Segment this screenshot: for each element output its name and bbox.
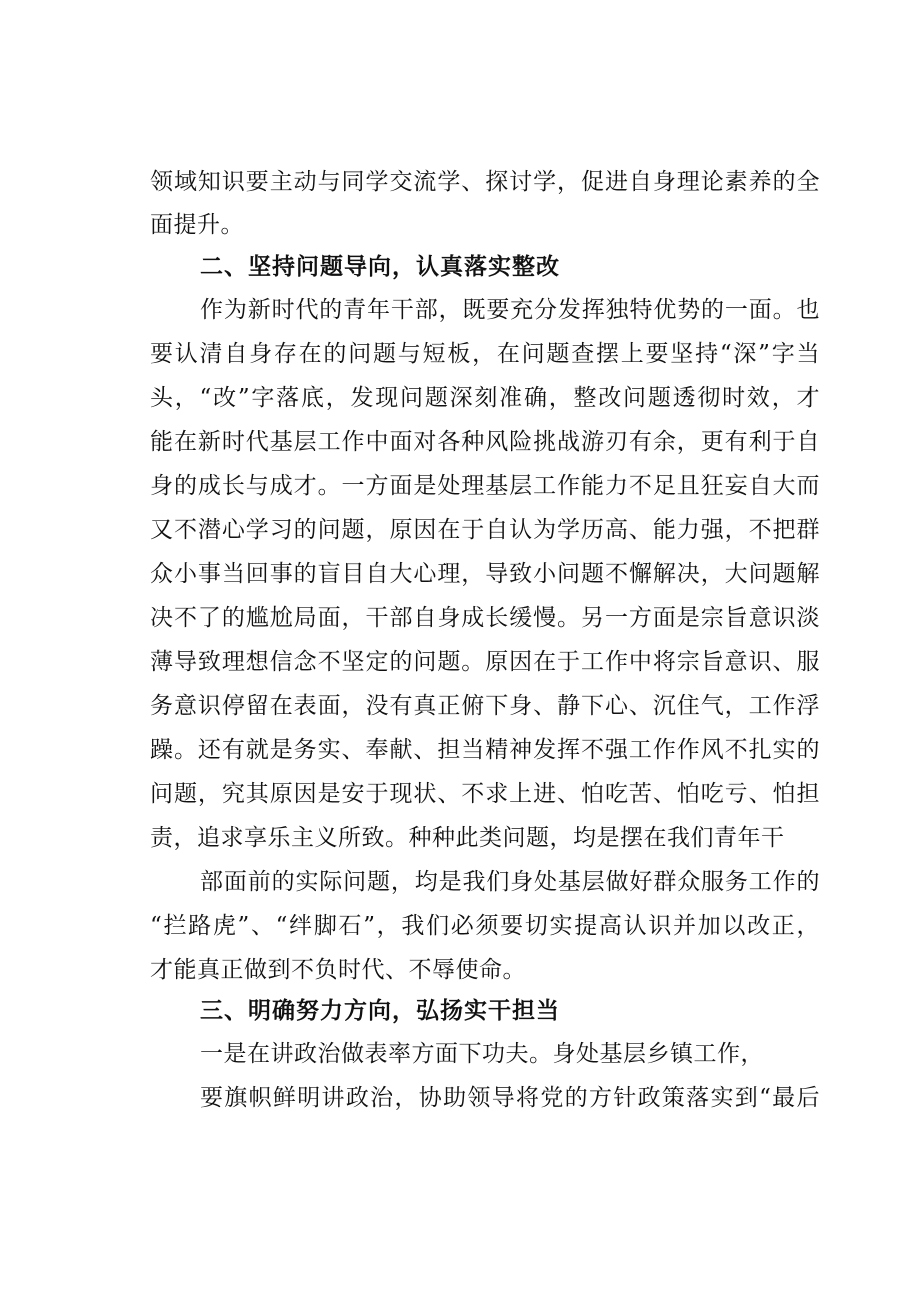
paragraph-line: 要认清自身存在的问题与短板，在问题查摆上要坚持“深”字当 xyxy=(150,341,820,367)
section-heading-2: 二、坚持问题导向，认真落实整改 xyxy=(200,254,560,280)
paragraph-line: 才能真正做到不负时代、不辱使命。 xyxy=(150,957,526,983)
paragraph-line: 一是在讲政治做表率方面下功夫。身处基层乡镇工作， xyxy=(200,1041,764,1067)
paragraph-line: 决不了的尴尬局面，干部自身成长缓慢。另一方面是宗旨意识淡 xyxy=(150,605,820,631)
paragraph-line: 务意识停留在表面，没有真正俯下身、静下心、沉住气，工作浮 xyxy=(150,693,820,719)
paragraph-line: 责，追求享乐主义所致。种种此类问题，均是摆在我们青年干 xyxy=(150,825,785,851)
paragraph-line: 领域知识要主动与同学交流学、探讨学，促进自身理论素养的全 xyxy=(150,169,820,195)
paragraph-line: 又不潜心学习的问题，原因在于自认为学历高、能力强，不把群 xyxy=(150,517,820,543)
paragraph-line: “拦路虎”、“绊脚石”，我们必须要切实提高认识并加以改正， xyxy=(150,913,820,939)
paragraph-line: 面提升。 xyxy=(150,212,244,238)
paragraph-line: 要旗帜鲜明讲政治，协助领导将党的方针政策落实到“最后 xyxy=(200,1085,820,1111)
paragraph-line: 身的成长与成才。一方面是处理基层工作能力不足且狂妄自大而 xyxy=(150,473,820,499)
paragraph-line: 众小事当回事的盲目自大心理，导致小问题不懈解决，大问题解 xyxy=(150,561,820,587)
paragraph-line: 能在新时代基层工作中面对各种风险挑战游刃有余，更有利于自 xyxy=(150,429,820,455)
section-heading-3: 三、明确努力方向，弘扬实干担当 xyxy=(200,998,560,1024)
paragraph-line: 问题，究其原因是安于现状、不求上进、怕吃苦、怕吃亏、怕担 xyxy=(150,781,820,807)
paragraph-line: 头，“改”字落底，发现问题深刻准确，整改问题透彻时效，才 xyxy=(150,385,820,411)
paragraph-line: 作为新时代的青年干部，既要充分发挥独特优势的一面。也 xyxy=(200,297,820,323)
paragraph-line: 薄导致理想信念不坚定的问题。原因在于工作中将宗旨意识、服 xyxy=(150,649,820,675)
paragraph-line: 躁。还有就是务实、奉献、担当精神发挥不强工作作风不扎实的 xyxy=(150,737,820,763)
paragraph-line: 部面前的实际问题，均是我们身处基层做好群众服务工作的 xyxy=(200,869,820,895)
